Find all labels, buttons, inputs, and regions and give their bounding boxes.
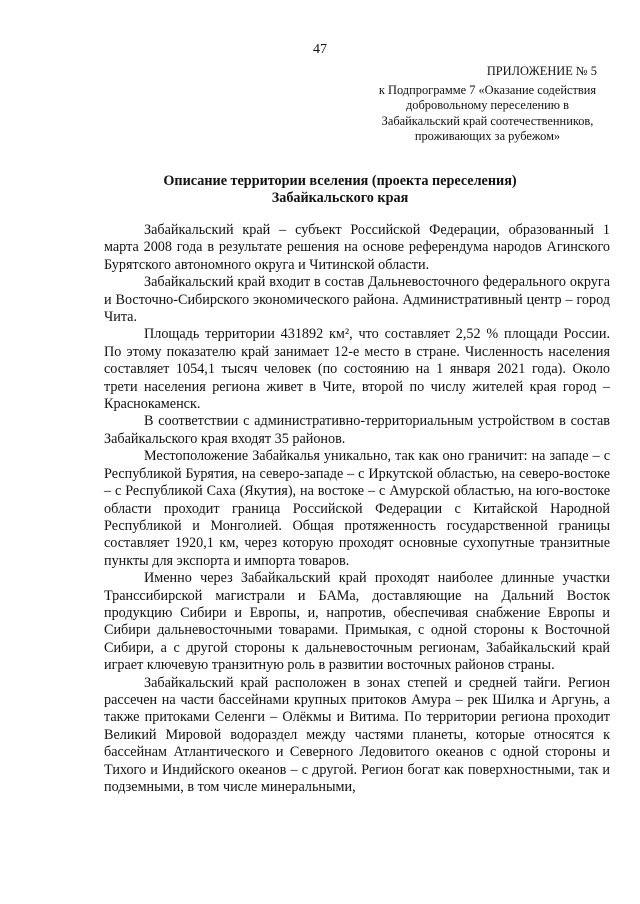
appendix-line: добровольному переселению в <box>406 98 569 112</box>
appendix-line: к Подпрограмме 7 «Оказание содействия <box>378 82 597 97</box>
body-text <box>104 222 610 796</box>
title-line: Описание территории вселения (проекта переселения) <box>163 173 517 189</box>
title-line: Забайкальского края <box>271 190 409 206</box>
paragraph: Местоположение Забайкалья уникально, так как оно граничит: на западе – с Республикой Бурятия, на северо-западе – с Иркутской областью, на северо-востоке – с Республикой Саха (Якутия), на востоке – с Амурской областью, на юго-востоке области проходит граница Российской Федерации с Китайской Народной Республикой и Монголией. Общая протяженность государственной границы составляет 1920,1 км, через которую проходят основные сухопутные транзитные пункты для экспорта и импорта товаров. <box>104 448 610 569</box>
appendix-line: проживающих за рубежом» <box>414 129 561 143</box>
page-number: 47 <box>313 42 327 57</box>
appendix-title: ПРИЛОЖЕНИЕ № 5 <box>486 64 597 78</box>
appendix-line: Забайкальский край соотечественников, <box>381 113 594 128</box>
paragraph: Площадь территории 431892 км², что составляет 2,52 % площади России. По этому показателю край занимает 12-е место в стране. Численность населения составляет 1054,1 тысяч человек (по состоянию на 1 января 2021 года). Около трети населения региона живет в Чите, второй по числу жителей края город – Краснокаменск. <box>104 326 610 413</box>
paragraph: Забайкальский край входит в состав Дальневосточного федерального округа и Восточно-Сибирского экономического района. Административный центр – город Чита. <box>104 274 610 326</box>
paragraph: В соответствии с административно-территориальным устройством в состав Забайкальского края входят 35 районов. <box>104 413 610 447</box>
paragraph: Забайкальский край расположен в зонах степей и средней тайги. Регион рассечен на части бассейнами крупных притоков Амура – рек Шилка и Аргунь, а также притоками Селенги – Олёкмы и Витима. По территории региона проходит Великий Мировой водораздел между частями планеты, которые относятся к бассейнам Атлантического и Северного Ледовитого океанов с одной стороны и Тихого и Индийского океанов – с другой. Регион богат как поверхностными, так и подземными, в том числе минеральными, <box>104 674 610 795</box>
paragraph: Забайкальский край – субъект Российской Федерации, образованный 1 марта 2008 года в результате решения на основе референдума народов Агинского Бурятского автономного округа и Читинской области. <box>104 222 610 273</box>
document-title <box>80 173 600 207</box>
appendix-header <box>360 64 615 145</box>
paragraph: Именно через Забайкальский край проходят наиболее длинные участки Транссибирской магистрали и БАМа, доставляющие на Дальний Восток продукцию Сибири и Европы, и, напротив, обеспечивая снабжение Европы и Сибири дальневосточными товарами. Примыкая, с одной стороны к Восточной Сибири, а с другой стороны к дальневосточным регионам, Забайкальский край играет ключевую транзитную роль в развитии восточных районов страны. <box>104 570 610 674</box>
